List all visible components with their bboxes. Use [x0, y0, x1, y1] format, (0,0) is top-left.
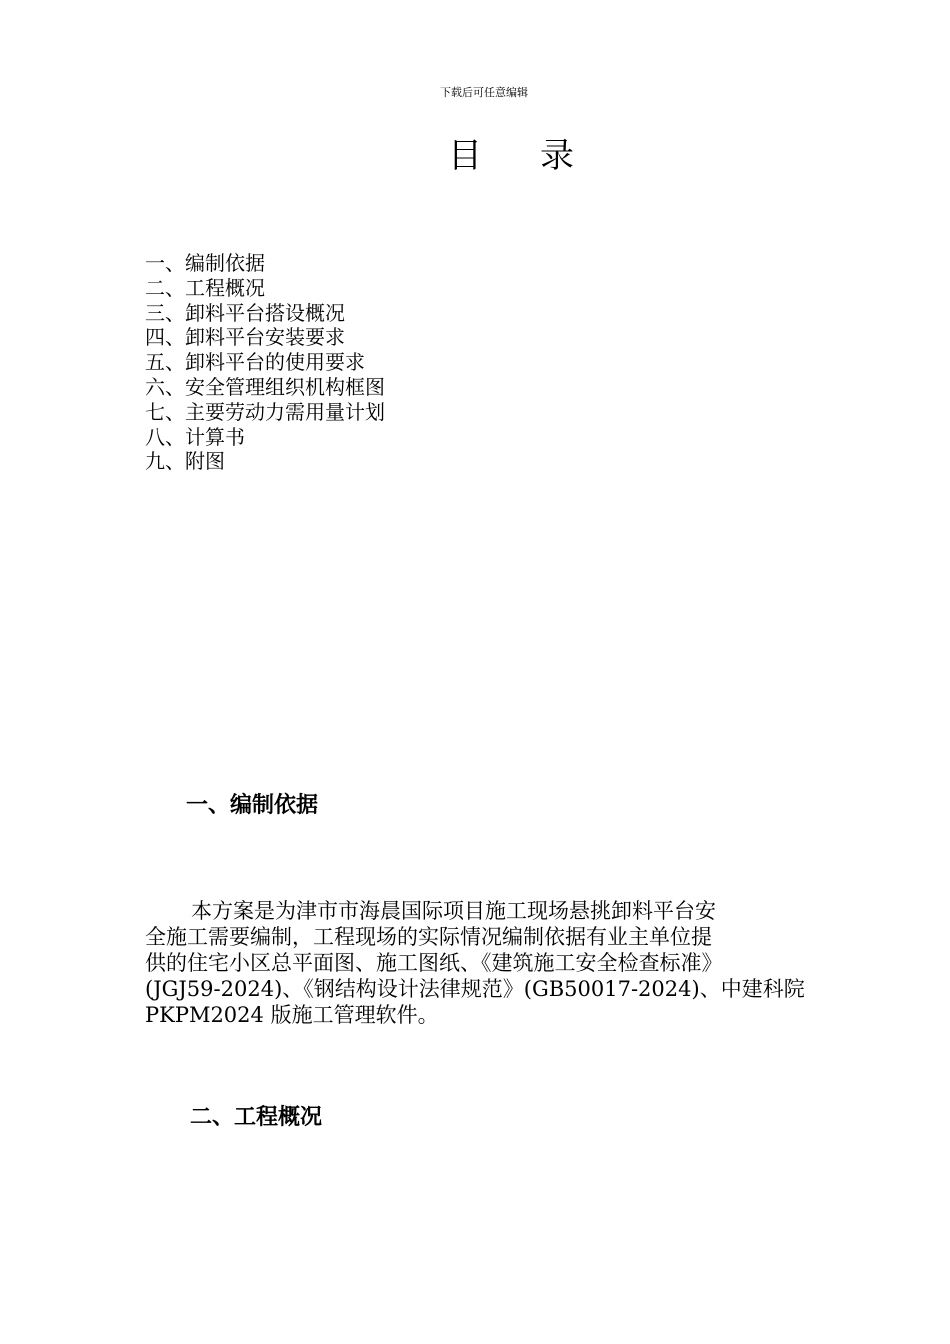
toc-title-char-1: 目	[448, 136, 482, 176]
header-note: 下载后可任意编辑	[440, 86, 528, 99]
section-heading-basis: 一、编制依据	[186, 793, 319, 818]
toc-item: 二、工程概况	[145, 275, 265, 300]
basis-paragraph	[145, 898, 805, 1028]
toc-item: 六、安全管理组织机构框图	[145, 374, 385, 399]
toc-title	[448, 136, 574, 176]
toc-item: 一、编制依据	[145, 251, 265, 275]
toc-item: 八、计算书	[145, 424, 245, 449]
toc-list	[145, 251, 385, 474]
paragraph-line: (JGJ59-2024)、《钢结构设计法律规范》(GB50017-2024)、中建科院	[145, 977, 805, 1001]
toc-item: 七、主要劳动力需用量计划	[145, 399, 385, 424]
section-heading-overview: 二、工程概况	[190, 1105, 323, 1130]
paragraph-line: 本方案是为津市市海晨国际项目施工现场悬挑卸料平台安	[191, 899, 716, 923]
toc-item: 五、卸料平台的使用要求	[145, 350, 365, 375]
paragraph-line: 全施工需要编制，工程现场的实际情况编制依据有业主单位提	[145, 925, 712, 949]
toc-item: 九、附图	[145, 449, 225, 474]
toc-item: 三、卸料平台搭设概况	[145, 300, 345, 325]
toc-item: 四、卸料平台安装要求	[145, 325, 345, 350]
toc-title-char-2: 录	[540, 136, 574, 176]
paragraph-line: 供的住宅小区总平面图、施工图纸、《建筑施工安全检查标准》	[145, 951, 723, 975]
paragraph-line: PKPM2024 版施工管理软件。	[145, 1003, 439, 1027]
